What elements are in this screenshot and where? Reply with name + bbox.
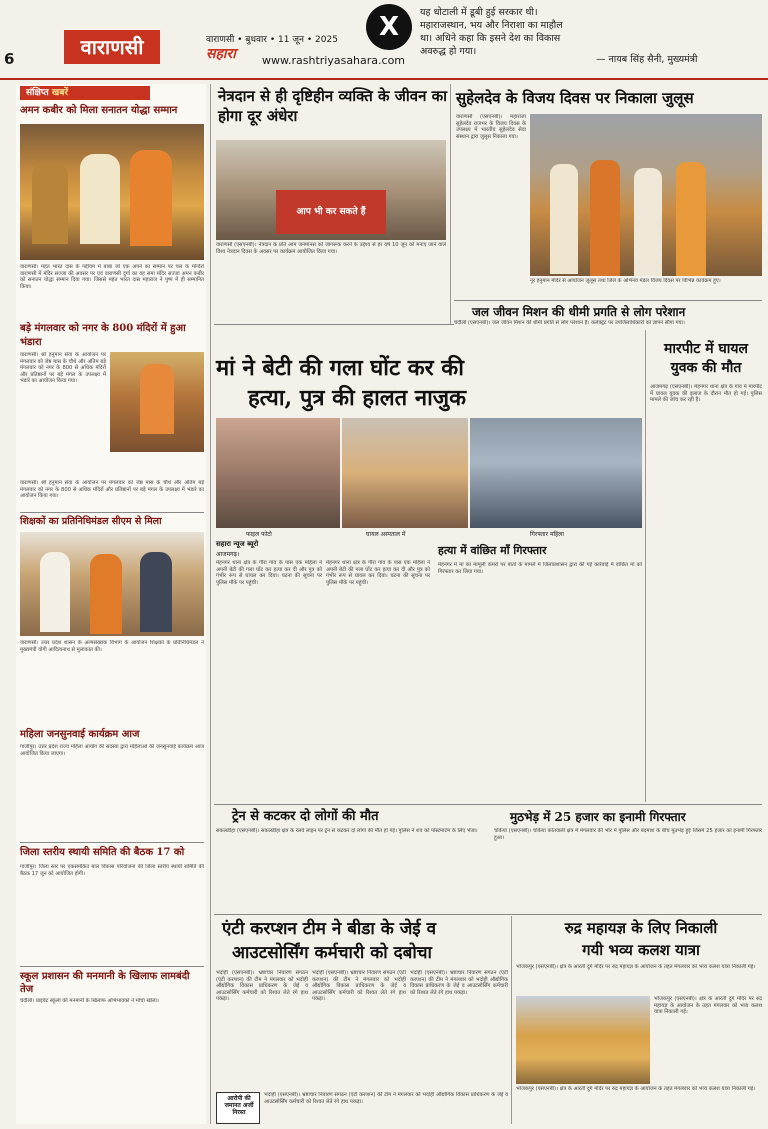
- website-link[interactable]: www.rashtriyasahara.com: [262, 54, 406, 67]
- story-arrest-body: मेहनगर में मां का मामूली कमरों पर बातों के मामले में जिलाप्रशासन द्वारा की गई कार्रवाई में वांछित मां को गिरफ्तार कर लिया गया।: [438, 562, 642, 575]
- story-corruption-body-4: भदोही (एसएनबी)। भ्रष्टाचार निवारण संगठन (एंटी करप्शन) की टीम ने मंगलवार को भदोही औद्योगिक विकास प्राधिकरण के जेई व आउटसोर्सिंग कर्मचारी को रिश्वत लेते रंगे हाथ पकड़ा।: [264, 1092, 508, 1105]
- story-encounter-title: मुठभेड़ में 25 हजार का इनामी गिरफ्तार: [510, 810, 686, 824]
- column-divider: [511, 916, 512, 1124]
- story-train-title: ट्रेन से कटकर दो लोगों की मौत: [232, 809, 379, 824]
- story-stab-title: मारपीट में घायल युवक की मौत: [664, 341, 748, 376]
- brief-tag: [20, 86, 150, 100]
- photo-caption-3: गिरफ्तार महिला: [530, 531, 564, 538]
- brief-headline-5: जिला स्तरीय स्थायी समिति की बैठक 17 को: [20, 847, 185, 858]
- byline: सहारा न्यूज ब्यूरो: [216, 540, 259, 548]
- divider: [20, 512, 204, 513]
- dateline: वाराणसी • बुधवार • 11 जून • 2025: [206, 35, 338, 45]
- divider: [214, 804, 762, 805]
- story-yatra-body-3: भोजकपुर (एसएनबी)। क्षेत्र के आरती दुर्ग मंदिर पर रुद्र महायज्ञ के आयोजन के तहत मंगलवार को भव्य कलश यात्रा निकाली गई।: [516, 1086, 756, 1092]
- place: आजमगढ़।: [216, 551, 240, 558]
- story-yatra-body-2: भोजकपुर (एसएनबी)। क्षेत्र के आरती दुर्ग मंदिर पर रुद्र महायज्ञ के आयोजन के तहत मंगलवार को भव्य कलश यात्रा निकाली गई।: [654, 996, 762, 1016]
- hospital-photo: [342, 418, 468, 528]
- story-encounter-body: चकिया (एसएनबी)। चकिया कोतवाली क्षेत्र में मंगलवार की भोर में पुलिस और बदमाश के बीच मुठभेड़ हुई जिसमें 25 हजार का इनामी गिरफ्तार हुआ।: [494, 828, 762, 841]
- brief-headline-6: स्कूल प्रशासन की मनमानी के खिलाफ लामबंदी तेज: [20, 971, 190, 995]
- story-yatra-title-1: रुद्र महायज्ञ के लिए निकाली: [564, 919, 718, 937]
- brief-body-3: वाराणसी। उत्तर प्रदेश शासन के अल्पसंख्यक विभाग के आयोजन शिक्षकों के प्रतिनिधिमंडल ने मुख्यमंत्री योगी आदित्यनाथ से मुलाकात की।: [20, 640, 204, 653]
- story-corruption-body-2: भदोही (एसएनबी)। भ्रष्टाचार निवारण संगठन (एंटी करप्शन) की टीम ने मंगलवार को भदोही औद्योगिक विकास प्राधिकरण के जेई व आउटसोर्सिंग कर्मचारी को रिश्वत लेते रंगे हाथ पकड़ा।: [312, 970, 406, 1003]
- story-water-title: जल जीवन मिशन की धीमी प्रगति से लोग परेशान: [472, 305, 686, 319]
- bail-rejected-box: [216, 1092, 260, 1124]
- brief-body-5: गाजीपुर। जिला स्तर पर एकसमेकित बाल विकास परियोजना की जिला स्तरीय स्थायी समिति की बैठक 17 जून को आयोजित होगी।: [20, 864, 204, 877]
- teachers-photo: [20, 532, 204, 636]
- story-stab-body: आजमगढ़ (एसएनबी)। मेहनगर थाना क्षेत्र के गांव में मारपीट में घायल युवक की इलाज के दौरान मौत हो गई। पुलिस मामले की जांच कर रही है।: [650, 384, 762, 404]
- divider: [214, 324, 454, 325]
- x-logo-icon: X: [366, 4, 412, 50]
- divider: [20, 966, 204, 967]
- newspaper-logo: सहारा: [206, 46, 236, 62]
- brief-body-1: वाराणसी। महंत भारत दास के गद्दीयम में बाबा जो एक अपने का सम्मान पर चल के मन्दिरों वाराणसी में मंदिर सज्जा की अवसर पर एवं वाराणसी दुर्गा का वह समा मंदिर सज्जा अमन कबीर को सनातन योद्धा सम्मान दिया गया। जिससे महंत भारत दास महाराज ने पुष्प में ही सम्मानित किया।: [20, 264, 204, 290]
- bhandara-photo: [110, 352, 204, 452]
- photo-caption-2: घायल अस्पताल में: [366, 531, 406, 538]
- brief-headline-1: अमन कबीर को मिला सनातन योद्धा सम्मान: [20, 105, 178, 116]
- brief-headline-3: शिक्षकों का प्रतिनिधिमंडल सीएम से मिला: [20, 516, 162, 527]
- quote-attribution: — नायब सिंह सैनी, मुख्यमंत्री: [596, 54, 698, 65]
- story-procession-caption: नूर हनुमान मंदिर से आयोजन जुलूस तथा जिले के अभिनव मंडल विजय दिवस पर विभिन्न कार्यक्रम हुए।: [530, 278, 721, 284]
- story-murder-body-1: मेहनगर थाना क्षेत्र के गौरा गांव के पास एक महिला ने अपनी बेटी की गला घोंट कर हत्या कर दी और पुत्र को गंभीर रूप से घायल कर दिया। घटना की सूचना पर पुलिस मौके पर पहुंची।: [216, 560, 322, 586]
- story-yatra-title-2: गयी भव्य कलश यात्रा: [582, 941, 700, 959]
- brief-tag-a: संक्षिप्त: [26, 88, 49, 98]
- divider: [454, 300, 762, 301]
- column-divider: [645, 330, 646, 802]
- brief-headline-2: बड़े मंगलवार को नगर के 800 मंदिरों में हुआ भंडारा: [20, 323, 186, 348]
- victim-photo: [216, 418, 340, 528]
- brief-body-4: गाजीपुर। उत्तर प्रदेश राज्य महिला आयोग की सदस्या द्वारा महिलाओं की जनसुनवाई कार्यक्रम आज आयोजित किया जाएगा।: [20, 744, 204, 757]
- story-blind-body: वाराणसी (एसएनबी)। नेत्रदान के प्रति आम जनमानस को जागरूक करने के उद्देश्य से हर वर्ष 10 जून को मनाए जाने वाले विश्व नेत्रदान दिवस के अवसर पर कार्यक्रम आयोजित किया गया।: [216, 242, 446, 255]
- divider: [214, 914, 762, 915]
- kalash-yatra-photo: [516, 996, 650, 1084]
- brief-body-2b: वाराणसी। श्री हनुमान सेवा के आयोजन पर मंगलवार को जेष्ठ मास के चौथे और अंतिम बड़े मंगलवार को नगर के 800 से अधिक मंदिरों और प्रतिष्ठानों पर बड़े मंगल के उपलक्ष्य में भंडारे का आयोजन किया गया।: [20, 480, 204, 500]
- brief-tag-b: खबरें: [51, 88, 69, 98]
- story-murder-title-1: मां ने बेटी की गला घोंट कर की: [216, 355, 464, 381]
- column-divider: [450, 84, 451, 324]
- column-divider: [210, 84, 211, 1124]
- bail-rejected-text: आरोपी की जमानत अर्जी निरस्त: [224, 1095, 254, 1116]
- city-title: वाराणसी: [64, 30, 160, 64]
- story-corruption-body-3: भदोही (एसएनबी)। भ्रष्टाचार निवारण संगठन (एंटी करप्शन) की टीम ने मंगलवार को भदोही औद्योगिक विकास प्राधिकरण के जेई व आउटसोर्सिंग कर्मचारी को रिश्वत लेते रंगे हाथ पकड़ा।: [410, 970, 508, 996]
- page-number: 6: [4, 50, 15, 68]
- story-corruption-body-1: भदोही (एसएनबी)। भ्रष्टाचार निवारण संगठन (एंटी करप्शन) की टीम ने मंगलवार को भदोही औद्योगिक विकास प्राधिकरण के जेई व आउटसोर्सिंग कर्मचारी को रिश्वत लेते रंगे हाथ पकड़ा।: [216, 970, 308, 1003]
- award-photo: [20, 124, 204, 260]
- story-procession-title: सुहेलदेव के विजय दिवस पर निकाला जुलूस: [456, 89, 694, 107]
- banner: आप भी कर सकते हैं: [276, 190, 386, 234]
- procession-photo: [530, 114, 762, 276]
- story-corruption-title-2: आउटसोर्सिंग कर्मचारी को दबोचा: [232, 943, 432, 963]
- divider: [20, 842, 204, 843]
- header-quote: यह धोटाली में डूबी हुई सरकार थी। महाराजस्थान, भय और निराशा का माहौल था। अधिने कहा कि इसने देश का विकास अवरुद्ध हो गया।: [420, 7, 563, 57]
- eye-donation-photo: [216, 140, 446, 240]
- story-procession-body: वाराणसी (एसएनबी)। महाराजा सुहेलदेव राजभर के विजय दिवस के उपलक्ष्य में भारतीय सुहेलदेव सेवा संस्थान द्वारा जुलूस निकाला गया।: [456, 114, 526, 140]
- story-blind-title: नेत्रदान से ही दृष्टिहीन व्यक्ति के जीवन का होगा दूर अंधेरा: [218, 87, 448, 125]
- story-arrest-title: हत्या में वांछित माँ गिरफ्तार: [438, 544, 547, 557]
- brief-body-6: चंदौली। प्राइवेट स्कूलों की मनमानी के खिलाफ अभिभावकों ने मोर्चा खोला।: [20, 998, 159, 1004]
- story-train-body: सकलडीहा (एसएनबी)। सकलडीहा क्षेत्र के रेलवे लाइन पर ट्रेन से कटकर दो लोगों की मौत हो गई। पुलिस ने शव को पोस्टमार्टम के लिए भेजा।: [216, 828, 478, 834]
- photo-caption-1: फाइल फोटो: [246, 531, 272, 538]
- brief-headline-4: महिला जनसुनवाई कार्यक्रम आज: [20, 729, 140, 740]
- story-water-body: चंदौली (एसएनबी)। जल जीवन मिशन की धीमी प्रगति से लोग परेशान हैं। कलेक्ट्रेट पर उपजिलाधिकारी को ज्ञापन सौंपा गया।: [454, 320, 685, 326]
- story-yatra-body-1: भोजकपुर (एसएनबी)। क्षेत्र के आरती दुर्ग मंदिर पर रुद्र महायज्ञ के आयोजन के तहत मंगलवार को भव्य कलश यात्रा निकाली गई।: [516, 964, 756, 970]
- story-corruption-title-1: एंटी करप्शन टीम ने बीडा के जेई व: [222, 919, 437, 939]
- brief-body-2: वाराणसी। श्री हनुमान सेवा के आयोजन पर मंगलवार को जेष्ठ मास के चौथे और अंतिम बड़े मंगलवार को नगर के 800 से अधिक मंदिरों और प्रतिष्ठानों पर बड़े मंगल के उपलक्ष्य में भंडारे का आयोजन किया गया।: [20, 352, 106, 385]
- story-murder-title-2: हत्या, पुत्र की हालत नाजुक: [248, 385, 467, 411]
- arrested-woman-photo: [470, 418, 642, 528]
- story-murder-body-2: मेहनगर थाना क्षेत्र के गौरा गांव के पास एक महिला ने अपनी बेटी की गला घोंट कर हत्या कर दी और पुत्र को गंभीर रूप से घायल कर दिया। घटना की सूचना पर पुलिस मौके पर पहुंची।: [326, 560, 430, 586]
